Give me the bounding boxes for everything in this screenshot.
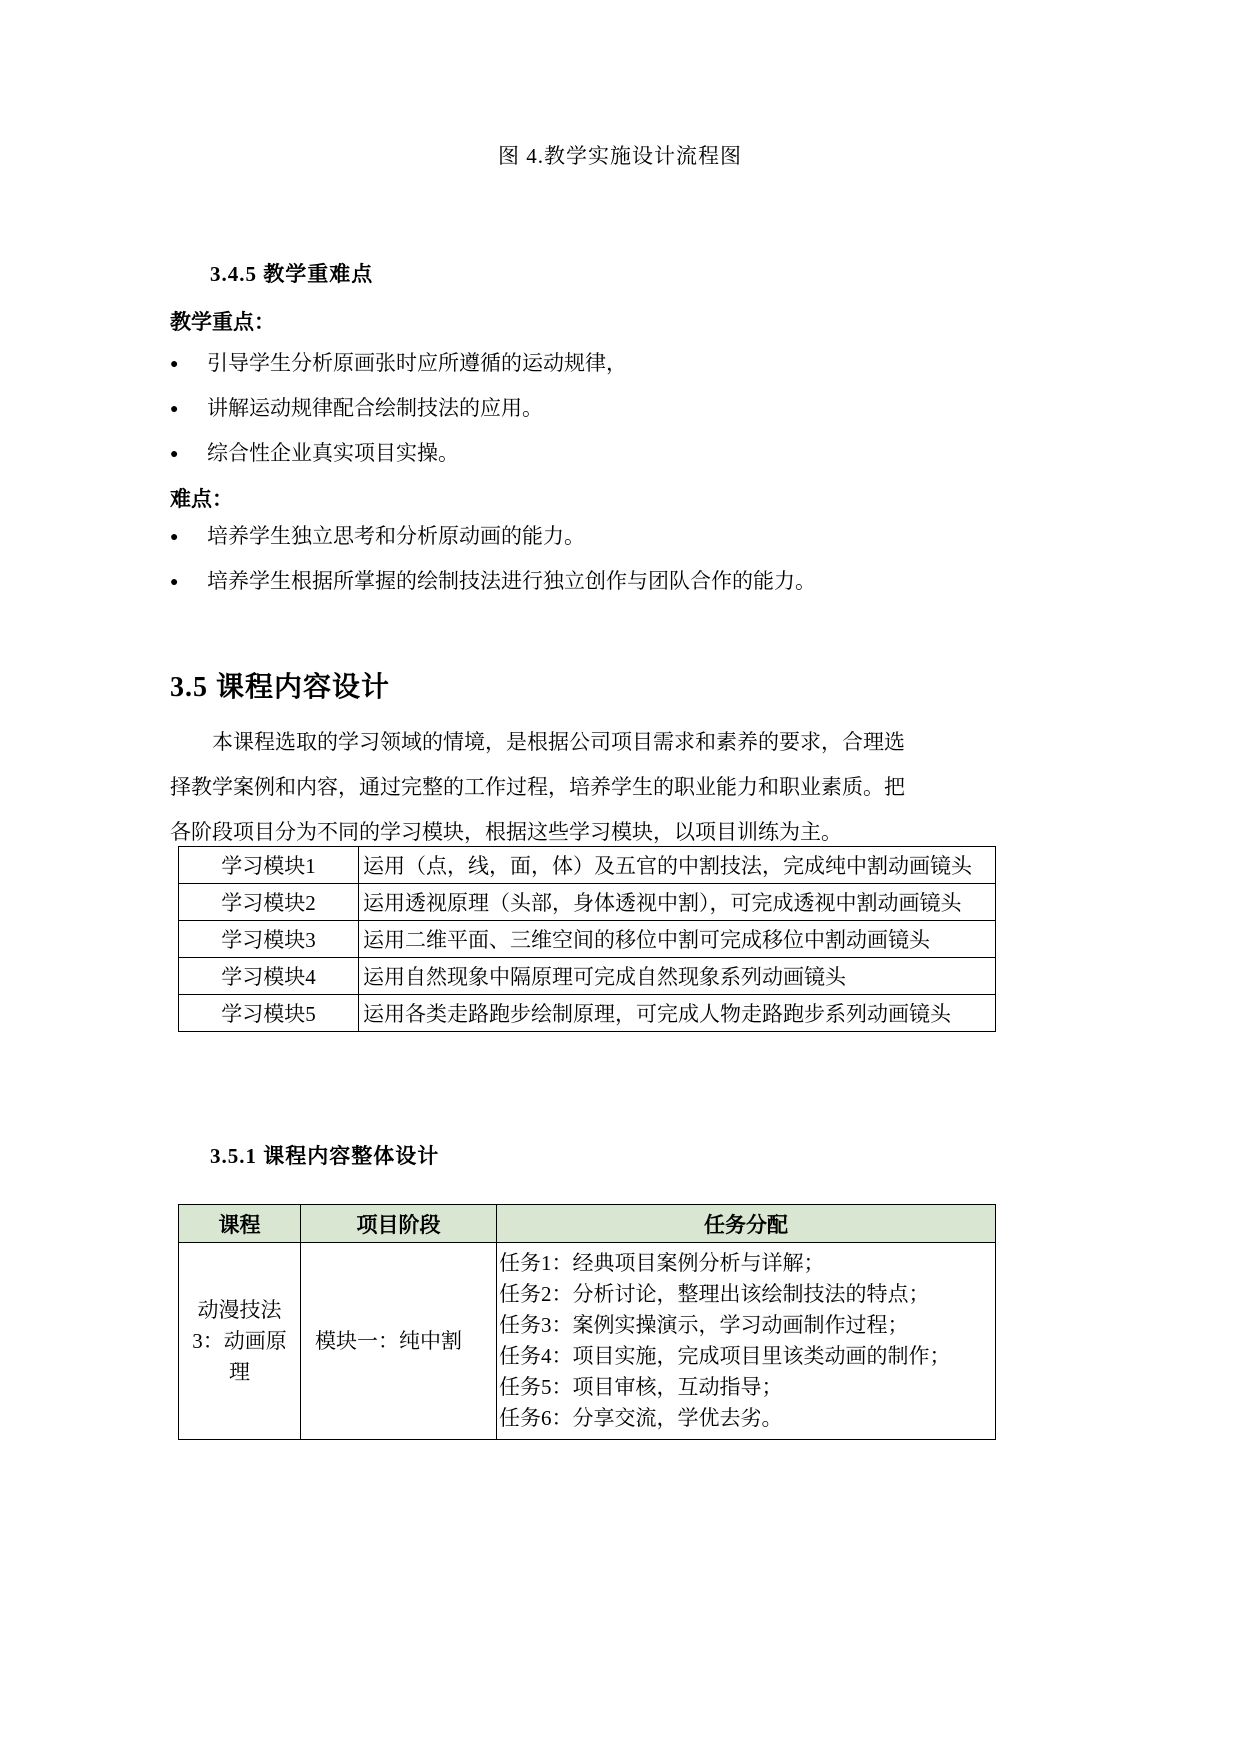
bullet-icon: ● [170,530,179,545]
key-points-list [170,341,1020,476]
bullet-icon: ● [170,402,179,417]
list-item [170,431,1020,476]
bullet-icon: ● [170,575,179,590]
module-desc-cell: 运用各类走路跑步绘制原理，可完成人物走路跑步系列动画镜头 [359,995,996,1032]
table-row [179,884,996,921]
key-points-label: 教学重点： [170,310,275,334]
list-item-text: 培养学生独立思考和分析原动画的能力。 [207,524,585,548]
table-row [179,995,996,1032]
bullet-icon: ● [170,447,179,462]
list-item-text: 综合性企业真实项目实操。 [207,441,459,465]
table-row [179,847,996,884]
paragraph-line: 本课程选取的学习领域的情境，是根据公司项目需求和素养的要求，合理选 [212,730,905,754]
paragraph-line: 各阶段项目分为不同的学习模块，根据这些学习模块，以项目训练为主。 [170,820,842,844]
module-desc-cell: 运用二维平面、三维空间的移位中割可完成移位中割动画镜头 [359,921,996,958]
list-item [170,341,1020,386]
header-cell-tasks: 任务分配 [497,1205,996,1243]
paragraph-line: 择教学案例和内容，通过完整的工作过程，培养学生的职业能力和职业素质。把 [170,775,905,799]
list-item-text: 讲解运动规律配合绘制技法的应用。 [207,396,543,420]
module-desc-cell: 运用自然现象中隔原理可完成自然现象系列动画镜头 [359,958,996,995]
intro-paragraph [170,720,1006,855]
module-desc-cell: 运用（点，线，面，体）及五官的中割技法，完成纯中割动画镜头 [359,847,996,884]
module-name-cell: 学习模块4 [179,958,359,995]
task-line: 任务4：项目实施，完成项目里该类动画的制作； [499,1344,951,1368]
difficulties-list [170,514,1020,604]
list-item [170,386,1020,431]
learning-modules-table [178,846,996,1032]
bullet-icon: ● [170,357,179,372]
heading-3-5-1: 3.5.1 课程内容整体设计 [210,1144,440,1168]
heading-3-4-5: 3.4.5 教学重难点 [210,262,374,286]
list-item [170,514,1020,559]
module-name-cell: 学习模块5 [179,995,359,1032]
figure-caption: 图 4.教学实施设计流程图 [498,144,742,168]
module-name-cell: 学习模块1 [179,847,359,884]
module-name-cell: 学习模块2 [179,884,359,921]
task-line: 任务6：分享交流，学优去劣。 [499,1406,783,1430]
task-line: 任务2：分析讨论，整理出该绘制技法的特点； [499,1282,930,1306]
task-line: 任务3：案例实操演示，学习动画制作过程； [499,1313,909,1337]
difficulties-label: 难点： [170,487,233,511]
list-item [170,559,1020,604]
table-row [179,958,996,995]
list-item-text: 引导学生分析原画张时应所遵循的运动规律， [207,351,627,375]
course-design-table [178,1204,996,1440]
course-cell: 动漫技法3：动画原理 [179,1243,301,1440]
tasks-cell [497,1243,996,1440]
table-row [179,921,996,958]
header-cell-course: 课程 [179,1205,301,1243]
table-row [179,1243,996,1440]
table-header-row [179,1205,996,1243]
heading-3-5: 3.5 课程内容设计 [170,672,391,703]
task-line: 任务5：项目审核，互动指导； [499,1375,783,1399]
stage-cell: 模块一：纯中割 [301,1243,497,1440]
task-line: 任务1：经典项目案例分析与详解； [499,1251,825,1275]
module-name-cell: 学习模块3 [179,921,359,958]
list-item-text: 培养学生根据所掌握的绘制技法进行独立创作与团队合作的能力。 [207,569,816,593]
header-cell-stage: 项目阶段 [301,1205,497,1243]
module-desc-cell: 运用透视原理（头部，身体透视中割），可完成透视中割动画镜头 [359,884,996,921]
